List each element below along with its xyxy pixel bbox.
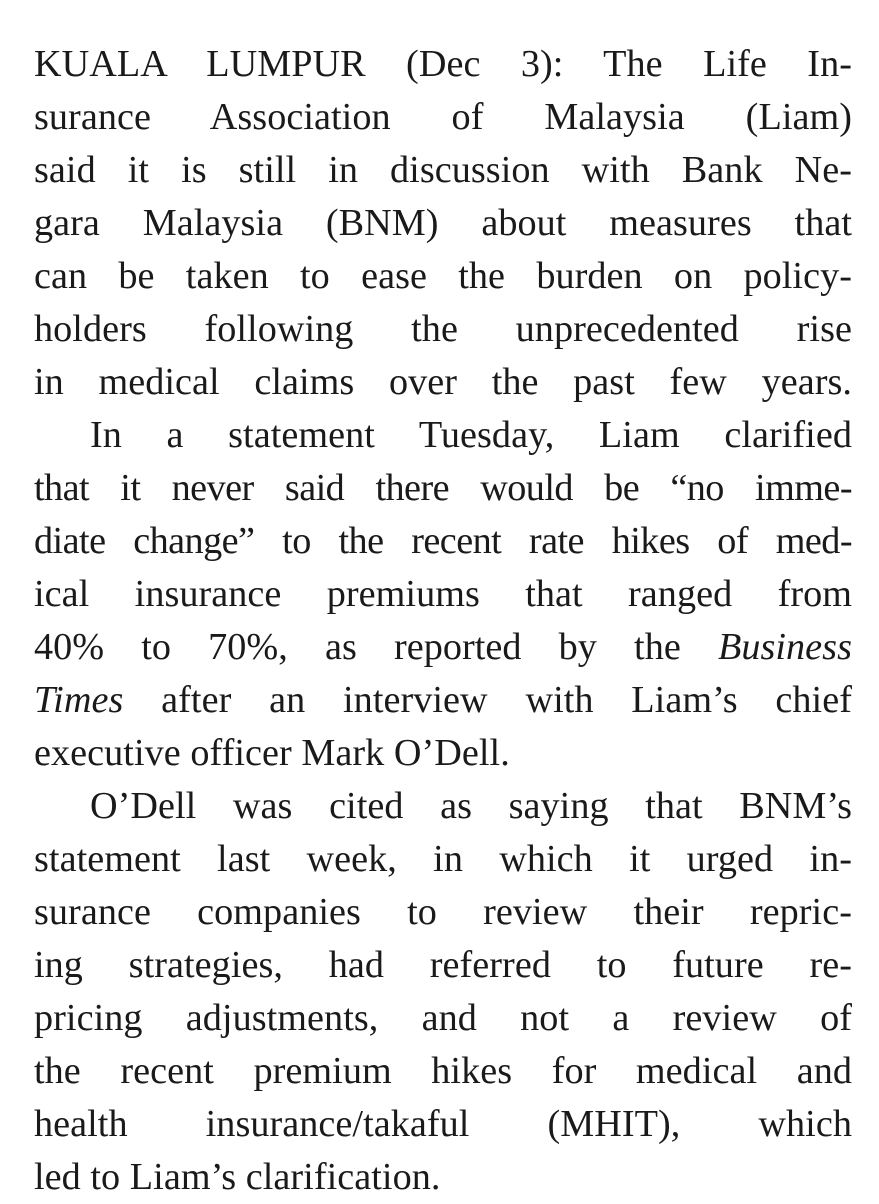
- text-line: diate change” to the recent rate hikes of med-: [34, 520, 852, 562]
- text-line: that it never said there would be “no imme-: [34, 467, 852, 509]
- paragraph-2: [34, 409, 852, 780]
- publication-name: Business: [717, 626, 852, 668]
- text-line: led to Liam’s clarification.: [34, 1156, 441, 1198]
- text-line: ing strategies, had referred to future re-: [34, 944, 852, 986]
- text-line: pricing adjustments, and not a review of: [34, 997, 852, 1039]
- publication-name: Times: [34, 679, 124, 721]
- text-line: executive officer Mark O’Dell.: [34, 732, 510, 774]
- text-line: said it is still in discussion with Bank Ne-: [34, 149, 852, 191]
- text-line: [34, 674, 852, 727]
- paragraph-3: [34, 780, 852, 1204]
- text-line: health insurance/takaful (MHIT), which: [34, 1103, 852, 1145]
- text-line: KUALA LUMPUR (Dec 3): The Life In-: [34, 43, 852, 85]
- text-line: ical insurance premiums that ranged from: [34, 573, 852, 615]
- text-line: holders following the unprecedented rise: [34, 308, 852, 350]
- text-line: surance companies to review their repric-: [34, 891, 852, 933]
- text-line: statement last week, in which it urged in-: [34, 838, 852, 880]
- paragraph-1: [34, 38, 852, 409]
- article-body: [34, 38, 852, 1204]
- text-line: can be taken to ease the burden on policy-: [34, 255, 852, 297]
- text-line: in medical claims over the past few years.: [34, 361, 852, 403]
- text-line: O’Dell was cited as saying that BNM’s: [90, 785, 852, 827]
- text-line: [34, 621, 852, 674]
- text-line: the recent premium hikes for medical and: [34, 1050, 852, 1092]
- text-segment: 40% to 70%, as reported by the: [34, 626, 681, 668]
- text-line: gara Malaysia (BNM) about measures that: [34, 202, 852, 244]
- text-line: surance Association of Malaysia (Liam): [34, 96, 852, 138]
- text-segment: after an interview with Liam’s chief: [161, 679, 852, 721]
- text-line: In a statement Tuesday, Liam clarified: [90, 414, 852, 456]
